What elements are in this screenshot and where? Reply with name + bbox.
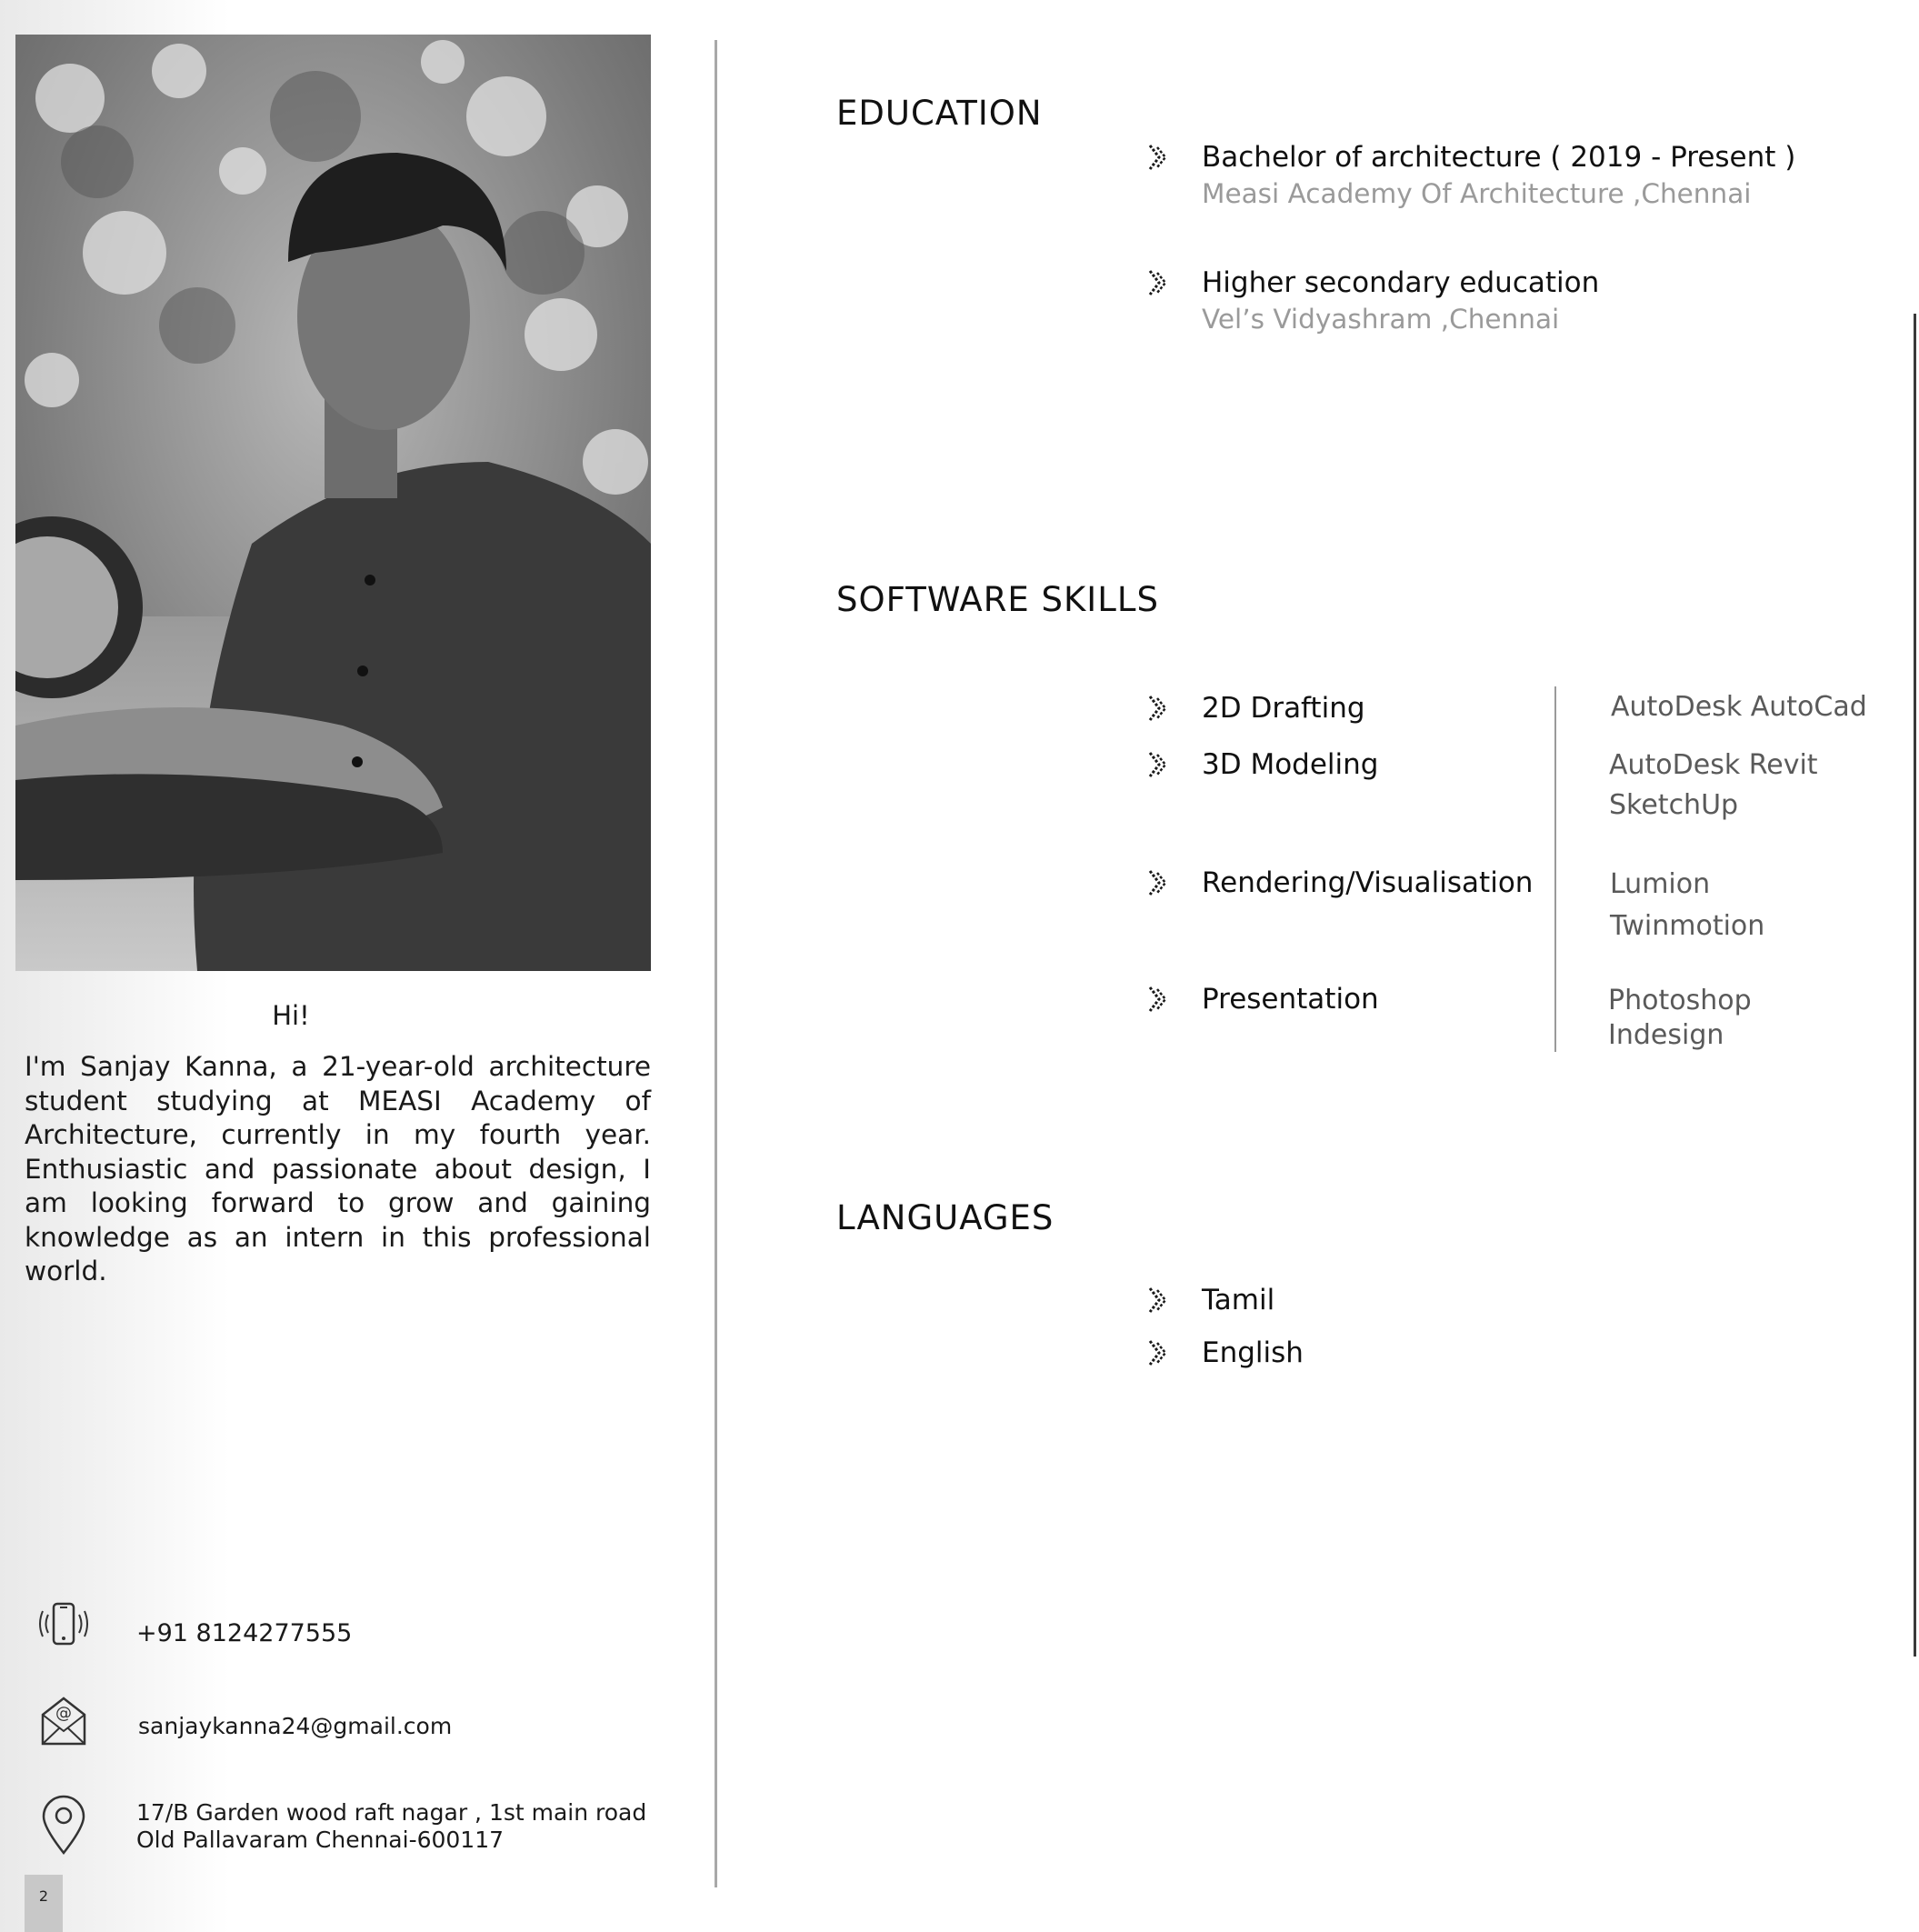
language-label: English: [1202, 1336, 1304, 1369]
skills-divider: [1554, 686, 1556, 1052]
education-degree: Higher secondary education: [1202, 266, 1600, 299]
chevron-bullet-icon: [1147, 985, 1171, 1014]
skill-label: Presentation: [1202, 983, 1379, 1016]
greeting: Hi!: [272, 1000, 310, 1031]
tool-label: Indesign: [1608, 1019, 1724, 1051]
education-institution: Measi Academy Of Architecture ,Chennai: [1202, 178, 1752, 209]
skill-label: 2D Drafting: [1202, 692, 1365, 725]
svg-text:@: @: [55, 1704, 72, 1723]
tool-label: Photoshop: [1608, 985, 1752, 1016]
education-title: EDUCATION: [836, 94, 1043, 133]
chevron-bullet-icon: [1147, 268, 1171, 297]
phone-icon: [38, 1598, 89, 1655]
skill-label: Rendering/Visualisation: [1202, 866, 1534, 899]
profile-photo: [15, 35, 651, 971]
page-number: 2: [25, 1875, 63, 1932]
tool-label: SketchUp: [1609, 789, 1739, 821]
phone-number[interactable]: +91 8124277555: [136, 1619, 353, 1647]
tool-label: Lumion: [1610, 868, 1711, 900]
chevron-bullet-icon: [1147, 1338, 1171, 1367]
page-edge-line: [1914, 314, 1916, 1657]
column-divider: [715, 40, 717, 1887]
location-pin-icon: [38, 1793, 89, 1857]
tool-label: AutoDesk Revit: [1609, 749, 1818, 781]
email-address[interactable]: sanjaykanna24@gmail.com: [138, 1713, 453, 1739]
education-degree: Bachelor of architecture ( 2019 - Present ): [1202, 141, 1796, 174]
tool-label: Twinmotion: [1610, 910, 1765, 942]
software-skills-title: SOFTWARE SKILLS: [836, 580, 1159, 619]
tool-label: AutoDesk AutoCad: [1611, 691, 1867, 723]
email-icon: [38, 1693, 89, 1749]
chevron-bullet-icon: [1147, 750, 1171, 779]
chevron-bullet-icon: [1147, 868, 1171, 897]
chevron-bullet-icon: [1147, 143, 1171, 172]
education-institution: Vel’s Vidyashram ,Chennai: [1202, 304, 1560, 335]
address-line-1: 17/B Garden wood raft nagar , 1st main road: [136, 1799, 647, 1826]
language-label: Tamil: [1202, 1284, 1275, 1316]
bio-paragraph: I'm Sanjay Kanna, a 21-year-old architecture student studying at MEASI Academy of Architecture, currently in my fourth year. Enthusiastic and passionate about design, I am looking forward to grow and gaining knowledge as an intern in this professional world.: [25, 1051, 651, 1286]
skill-label: 3D Modeling: [1202, 748, 1379, 781]
chevron-bullet-icon: [1147, 1286, 1171, 1315]
chevron-bullet-icon: [1147, 694, 1171, 723]
languages-title: LANGUAGES: [836, 1198, 1054, 1237]
address-line-2: Old Pallavaram Chennai-600117: [136, 1827, 505, 1853]
